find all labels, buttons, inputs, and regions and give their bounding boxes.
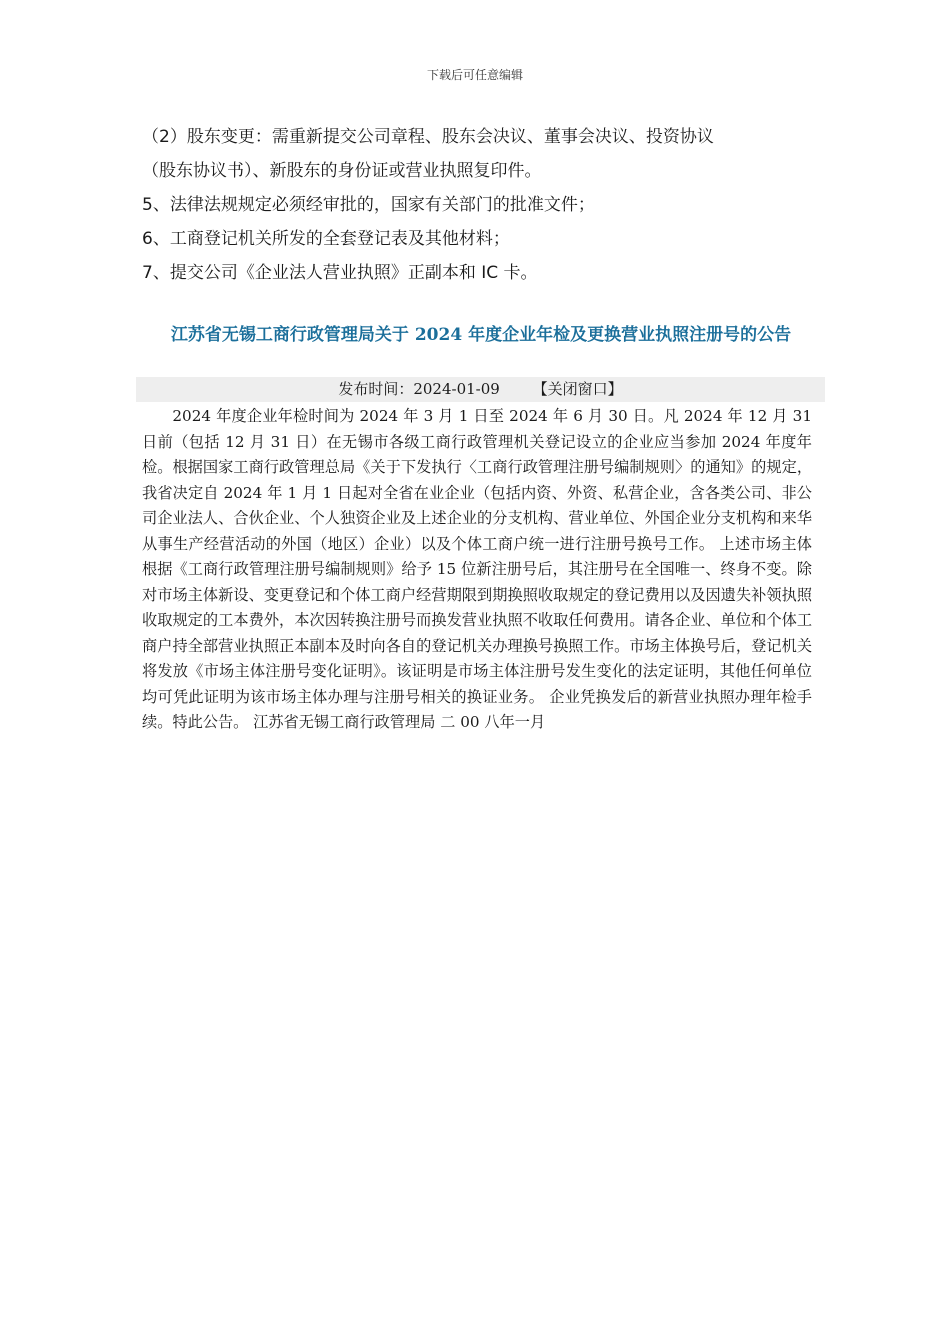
list-item: （2）股东变更：需重新提交公司章程、股东会决议、董事会决议、投资协议 [142,127,714,147]
requirements-list [142,120,822,290]
list-item: （股东协议书）、新股东的身份证或营业执照复印件。 [142,161,542,181]
publish-date: 发布时间：2024-01-09 [338,380,500,398]
list-item: 5、法律法规规定必须经审批的，国家有关部门的批准文件； [142,195,595,215]
list-item: 6、工商登记机关所发的全套登记表及其他材料； [142,229,510,249]
list-item: 7、提交公司《企业法人营业执照》正副本和 IC 卡。 [142,263,538,283]
article-body: 2024 年度企业年检时间为 2024 年 3 月 1 日至 2024 年 6 月 30 日。凡 2024 年 12 月 31 日前（包括 12 月 31 日）在无锡市各级工商行政管理机关登记设立的企业应当参加 2024 年度年检。根据国家工商行政管理总局《关于下发执行〈工商行政管理注册号编制规则〉的通知》的规定，我省决定自 2024 年 1 月 1 日起对全省在业企业（包括内资、外资、私营企业，含各类公司、非公司企业法人、合伙企业、个人独资企业及上述企业的分支机构、营业单位、外国企业分支机构和来华从事生产经营活动的外国（地区）企业）以及个体工商户统一进行注册号换号工作。 上述市场主体根据《工商行政管理注册号编制规则》给予 15 位新注册号后，其注册号在全国唯一、终身不变。除对市场主体新设、变更登记和个体工商户经营期限到期换照收取规定的登记费用以及因遗失补领执照收取规定的工本费外，本次因转换注册号而换发营业执照不收取任何费用。请各企业、单位和个体工商户持全部营业执照正本副本及时向各自的登记机关办理换号换照工作。市场主体换号后，登记机关将发放《市场主体注册号变化证明》。该证明是市场主体注册号发生变化的法定证明，其他任何单位均可凭此证明为该市场主体办理与注册号相关的换证业务。 企业凭换发后的新营业执照办理年检手续。特此公告。 江苏省无锡工商行政管理局 二 00 八年一月 [142,407,812,731]
close-window-link[interactable]: 【关闭窗口】 [532,380,623,398]
page-header-note: 下载后可任意编辑 [426,68,523,82]
article-title: 江苏省无锡工商行政管理局关于 2024 年度企业年检及更换营业执照注册号的公告 [170,325,792,345]
article-meta-bar [136,377,825,402]
